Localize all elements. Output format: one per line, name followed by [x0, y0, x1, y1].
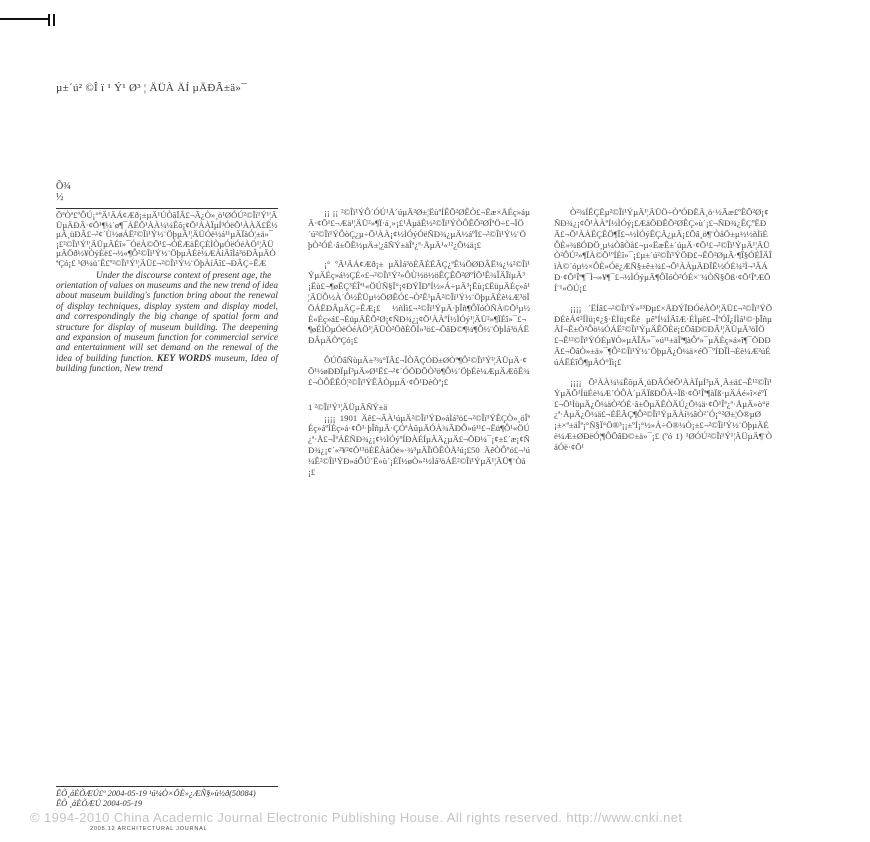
paper-title: µ±´ú² ©Î ï ¹ Ý¹ Ø³ ¦ ÄÜÀ ÄÍ µÄÐÂ±ä»¯: [56, 82, 247, 94]
header-rule: [0, 18, 48, 20]
paragraph: ¡¡¡¡ ´ËÍâ£¬²©Îï¹Ý»¹³Ðµ£×ÅÐÝÏÐÓéÀÖ¹¦ÄÜ£¬²©Îï¹ÝÖÐÉèÁ¢²ÍÌü¡¢¿§·ÈÌü¡¢Êé µêºÍ¼ÍÄîÆ·ÉÌµê£¬ÎªÓÎ¿ÍÌá¹©·þÎñµÄÍ¬Ê±Ò²Ôö¼ÓÁË²©Îï¹ÝµÄÊÕÈë¡£ÕâÐ©ÐÂ¹¦ÄÜµÄ³öÏÖ£¬Ê¹²©Îï¹ÝÓÉµ¥Ò»µÄÎÄ»¯»ú¹¹±äÎª¶àÔª»¯µÄÉç»á»î¶¯ÖÐÐÄ£¬ÕâÒ»±ä»¯¶Ô²©Îï¹Ý½¨ÖþµÄ¿Õ¼ä×éÖ¯ºÍÐÎÌ¬Éè¼Æ²úÉúÁËÉîÔ¶µÄÓ°Ïì¡£: [554, 302, 772, 367]
abstract-block: [56, 208, 278, 375]
body-column-2: [308, 207, 530, 487]
paper-author: Õ¾ ½: [56, 181, 71, 203]
header-tick-mark-2: [53, 14, 55, 26]
paragraph: ¡¡¡¡ 1901 Äê£¬ÃÀ¹úµÄ²©Îï¹ÝÐ»áÌá³ö£¬²©Îï¹ÝÊÇÒ»¸öÎªÉç»áºÍÉç»á·¢Õ¹·þÎñµÄ·ÇÓªÀûµÄÓÀ¾ÃÐÔ»ú¹¹£¬Ëü¶Ô¹«ÖÚ¿ª·Å£¬ÎªÁËÑÐ¾¿¡¢½ÌÓýºÍÐÀÉÍµÄÄ¿µÄ£¬ÕÐ¼¯¡¢±£´æ¡¢ÑÐ¾¿¡¢´«²¥²¢Õ¹³öÈËÀàÓë»·¾³µÄÎïÖÊÒÅ²ú¡£50 ÄêÒÔºó£¬¹ú¼Ê²©Îï¹ÝÐ»áÔÚ´Ë»ù´¡ÉÏ½øÒ»²½Ìá³öÁË²©Îï¹ÝµÄ¹¦ÄÜ¶¨Òå¡£: [308, 412, 530, 477]
copyright-watermark: © 1994-2010 China Academic Journal Electronic Publishing House. All rights reserved. http://www.cnki.net: [30, 810, 683, 825]
abstract-english-body: orientation of values on museums and the new trend of idea about museum building's function bring about the renewal of display techniques, display system and display model, and correspondingly the big change of spatial form and structure for display of museum building. The deepening and expansion of museum function for commercial service and entertainment will set demand on the renewal of the idea of building function.: [56, 280, 278, 364]
paragraph: Ò²¾ÍÊÇËµ²©Îï¹ÝµÄ¹¦ÄÜÖ÷ÒªÓÐËÄ¸ö·½Ãæ£ºÊÕ²Ø¡¢ÑÐ¾¿¡¢Õ¹ÀÀºÍ½ÌÓý¡£ÆäÖÐÊÕ²ØÊÇ»ù´¡£¬ÑÐ¾¿ÊÇºËÐÄ£¬Õ¹ÀÀÊÇÊÖ¶Î£¬½ÌÓýÊÇÄ¿µÄ¡£Õâ¸ö¶¨ÒåÖ±µ½½ñÌìÈÔÈ»¾ßÓÐÖ¸µ¼ÒâÒå£¬µ«ËæÊ±´úµÄ·¢Õ¹£¬²©Îï¹ÝµÄ¹¦ÄÜÒ²ÔÚ²»¶ÏÀ©Õ¹ºÍÉî»¯¡£µ±´ú²©Îï¹ÝÖÐ£¬ÊÕ²ØµÄ·¶Î§ÓÉÎÄÎïÀ©´óµ½×ÔÈ»Óë¿ÆÑ§±ê±¾£¬Õ¹ÀÀµÄÐÎÊ½ÓÉ¾²Ì¬³ÂÁÐ·¢Õ¹Îª¶¯Ì¬»¥¶¯£¬½ÌÓýµÄ¶ÔÏóÒ²ÓÉ×¨¼ÒÑ§Õß·¢Õ¹ÎªÆÕÍ¨¹«ÖÚ¡£: [554, 207, 772, 293]
paragraph: ¡° ºÄ¹ÄÁ¢Æð¡± µÄÌá³öÈÃÈËÃÇ¿ªÊ¼ÖØÐÂË¼¿¼²©Îï¹ÝµÄÉç»á½ÇÉ«£¬²©Îï¹Ý²»ÔÙ½ö½öÊÇÊÕ²ØºÍÕ¹Ê¾ÎÄÎïµÄ³¡Ëù£¬¶øÊÇ³ÉÎª¹«ÖÚÑ§Ï°¡¢ÐÝÏÐºÍ½»Á÷µÄ³¡Ëù¡£ËüµÄÉç»á¹¦ÄÜÔ½À´Ô½ÊÜµ½ÖØÊÓ£¬Ò²Ê¹µÃ²©Îï¹Ý½¨ÖþµÄÉè¼Æ³öÏÖÁËÐÂµÄÇ÷ÊÆ¡£ ½ñÌì£¬²©Îï¹ÝµÄ·þÎñ¶ÔÏóÒÑÀ©Õ¹µ½È«Éç»á£¬ËüµÄÊÕ²Ø¡¢ÑÐ¾¿¡¢Õ¹ÀÀºÍ½ÌÓý¹¦ÄÜ²»¶ÏÉî»¯£¬¶øÉÌÒµÓëÓéÀÖ¹¦ÄÜÒ²ÖðÈÕÍ»³ö£¬ÕâÐ©¶¼¶Ô½¨ÖþÌá³öÁËÐÂµÄÒªÇó¡£: [308, 259, 530, 346]
paragraph: ÔÚÕâÑùµÄ±³¾°ÏÂ£¬ÎÒÃÇÓÐ±ØÒª¶Ô²©Îï¹Ý¹¦ÄÜµÄ·¢Õ¹½øÐÐÏµÍ³µÄ»Ø¹Ë£¬²¢´ÓÖÐÕÒ³ö¶Ô½¨ÖþÉè¼ÆµÄÆôÊ¾£¬ÒÔÊÊÓ¦²©Îï¹ÝÊÂÒµµÄ·¢Õ¹ÐèÒª¡£: [308, 355, 530, 387]
abstract-chinese: ÕªÒª£ºÔÚ¡°ºÄ¹ÄÁ¢Æð¡±µÄ¹ÚÒãÏÂ£¬Ã¿Ò»¸ö¹ØÓÚ²©Îï¹Ý¹¦ÄÜµÄÐÂ·¢Õ¹¶¼´ø¶¯ÁËÕ¹ÀÀ¼¼Êõ¡¢Õ¹ÀÀÏµÍ³ÓëÕ¹ÀÀÄ£Ê½µÄ¸üÐÂ£¬²¢´Ù½øÁË²©Îï¹Ý½¨ÖþµÄ¹¦ÄÜÓë½á¹¹µÄÏàÓ¦±ä»¯¡£²©Îï¹Ý¹¦ÄÜµÄÉî»¯ÓëÀ©Õ¹£¬ÓÈÆäÊÇÉÌÒµÓëÓéÀÖ¹¦ÄÜµÄÖð½¥ÒýÈë£¬½«¶Ô²©Îï¹Ý½¨ÖþµÄÉè¼ÆÀíÄîÌá³öÐÂµÄÒªÇó¡£ ¹Ø¼ü´Ê£º²©Îï¹Ý¹¦ÄÜ£¬²©Îï¹Ý½¨ÖþÀíÄî£¬ÐÂÇ÷ÊÆ: [56, 210, 278, 268]
keywords-text: museum, Idea of building function, New trend: [56, 353, 279, 375]
paragraph: ¡¡ ¡¡ ²©Îï¹ÝÔ´ÓÚ¹Å´úµÄ²Ø±¦ËùºÍÊÕ²ØÊÒ£¬Ëæ×ÅÉç»áµÄ·¢Õ¹£¬Æä¹¦ÄÜ²»¶Ï·á¸»¡£¹ÅµäÊ½²©Îï¹ÝÒÔÊÕ²ØÎªÖ÷£¬ÏÖ´ú²©Îï¹ÝÔòÇ¿µ÷Õ¹ÀÀ¡¢½ÌÓýÓëÑÐ¾¿µÄ½áºÏ£¬²©Îï¹Ý½¨ÖþÒ²ÓÉ·â±ÕÊ½µÄ±¦¿âÑÝ±äÎª¿ª·ÅµÄ¹«¹²¿Õ¼ä¡£: [308, 207, 530, 250]
page-footer: 2005.12 ARCHITECTURAL JOURNAL: [90, 826, 208, 832]
footnote-line: ÊÕ¸åÈÕÆÚ£º 2004-05-19 ¹ú¼Ò×ÔÈ»¿ÆÑ§»ù½ð(50084): [56, 789, 256, 798]
abstract-english-lead: Under the discourse context of present age, the: [96, 270, 272, 281]
section-heading: 1 ²©Îï¹Ý¹¦ÄÜµÄÑÝ±ä: [308, 401, 388, 412]
body-column-3: [554, 207, 772, 462]
keywords-label: KEY WORDS: [156, 353, 212, 364]
abstract-english: [56, 271, 278, 375]
footnote: [56, 786, 278, 809]
footnote-line: ÊÕ ¸åÈÕÆÚ 2004-05-19: [56, 799, 143, 808]
header-tick-mark: [48, 14, 50, 26]
paragraph: ¡¡¡¡ Õ¹ÀÀ¼¼ÊõµÄ¸üÐÂÓëÕ¹ÀÀÏµÍ³µÄ¸Ä±ä£¬Ê¹²©Îï¹ÝµÄÕ¹ÌüÉè¼Æ´ÓÔÀ´µÄÏßÐÔÁ÷Ïß·¢Õ¹Îª¶àÏß·µÄÁé»î×éºÏ£¬Õ¹ÌüµÄ¿Õ¼äÒ²ÓÉ·â±ÕµÄÊÒÄÚ¿Õ¼ä·¢Õ¹Îª¿ª·ÅµÄ»ò°ë¿ª·ÅµÄ¿Õ¼ä£¬ÈËÃÇ¶Ô²©Îï¹ÝµÄÀí½âÒ²´Ó¡°²Ø±¦Ö®µØ¡±×ª±äÎª¡°Ñ§Ï°Ö®³¡¡±ºÍ¡°½»Á÷Ö®¼Ò¡±£¬²©Îï¹Ý½¨ÖþµÄÉè¼Æ±ØÐëÓ¦¶ÔÕâÐ©±ä»¯¡£ (ºó 1) ¹ØÓÚ²©Îï¹Ý¹¦ÄÜµÄ¶¨ÒåÓë·¢Õ¹: [554, 376, 772, 452]
